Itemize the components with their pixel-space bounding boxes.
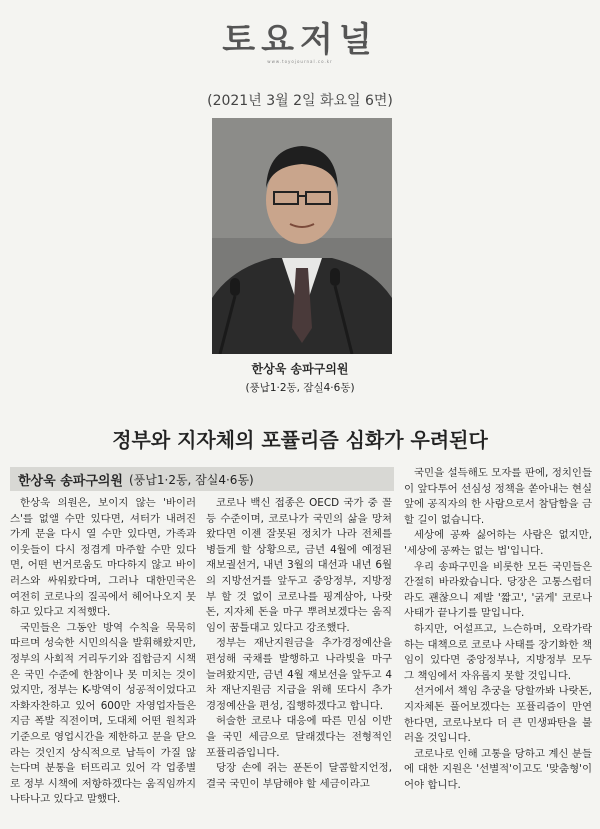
paragraph: 한상욱 의원은, 보이지 않는 '바이러스'를 없앨 수만 있다면, 셔터가 내려진 가게 문을 다시 열 수만 있다면, 가족과 이웃들이 다시 정겹게 마주할 수만 있다면, 어떤 번거로움도 마다하지 않고 바이러스와 싸워왔다며, 그러나 대한민국은 여전히 코로나의 질곡에서 헤어나오지 못하고 있다고 지적했다. xyxy=(10,497,196,619)
paragraph: 국민을 설득해도 모자를 판에, 정치인들이 앞다투어 선심성 정책을 쏟아내는 현실 앞에 공직자의 한 사람으로서 참담함을 금할 길이 없습니다. xyxy=(404,467,592,526)
portrait-photo xyxy=(212,118,392,354)
paragraph: 국민들은 그동안 방역 수칙을 묵묵히 따르며 성숙한 시민의식을 발휘해왔지만, 정부의 사회적 거리두기와 집합금지 시책은 국민 수준에 한참이나 못 미치는 것이었지만, 정부는 K-방역이 성공적이었다고 자화자찬하고 있어 600만 자영업자들은 지금 폭발 직전이며, 도대체 어떤 원칙과 기준으로 영업시간을 제한하고 문을 닫으라는 것인지 상식적으로 납득이 가질 않는다며 분통을 터뜨리고 있어 각 업종별로 정부 시책에 저항하겠다는 움직임까지 나타나고 있다고 말했다. xyxy=(10,621,196,806)
paragraph: 선거에서 책임 추궁을 당할까봐 나랏돈, 지자체돈 풀어보겠다는 포퓰리즘이 만연한다면, 코로나보다 더 큰 민생파탄을 불러올 것입니다. xyxy=(404,685,592,745)
paragraph: 코로나 백신 접종은 OECD 국가 중 꼴등 수준이며, 코로나가 국민의 삶을 망쳐왔다면 이젠 잘못된 정치가 나라 전체를 병들게 할 상황으로, 금년 4월에 예정된 재보궐선거, 내년 3월의 대선과 내년 6월의 지방선거를 앞두고 중앙정부, 지방정부 할 것 없이 코로나를 핑계삼아, 나랏돈, 지자체 돈을 마구 뿌려보겠다는 움직임이 꿈틀대고 있다고 강조했다. xyxy=(206,497,392,634)
byline-district: (풍납1·2동, 잠실4·6동) xyxy=(129,472,254,487)
article-column-1 xyxy=(10,496,196,808)
article-headline: 정부와 지자체의 포퓰리즘 심화가 우려된다 xyxy=(112,428,488,452)
caption-district: (풍납1·2동, 잠실4·6동) xyxy=(245,382,355,394)
paragraph: 정부는 재난지원금을 추가경정예산을 편성해 국채를 발행하고 나라빚을 마구 늘려왔지만, 금년 4월 재보선을 앞두고 4차 재난지원금 지급을 위해 또다시 추가경정예산을 편성, 집행하겠다고 합니다. xyxy=(206,637,392,712)
article-column-2 xyxy=(206,496,392,792)
portrait-photo-icon xyxy=(212,118,392,354)
paragraph: 우리 송파구민을 비롯한 모든 국민들은 간절히 바라왔습니다. 당장은 고통스럽더라도 괜찮으니 제발 '짧고', '굵게' 코로나 사태가 끝나기를 말입니다. xyxy=(404,560,592,620)
paragraph: 세상에 공짜 싫어하는 사람은 없지만, '세상에 공짜는 없는 법'입니다. xyxy=(404,529,592,557)
newspaper-logo: 토요저널 xyxy=(222,20,378,60)
paragraph: 코로나로 인해 고통을 당하고 계신 분들에 대한 지원은 '선별적'이고도 '맞춤형'이어야 합니다. xyxy=(404,747,592,791)
caption-name: 한상욱 송파구의원 xyxy=(251,362,349,376)
dateline: (2021년 3월 2일 화요일 6면) xyxy=(207,93,393,109)
logo-tagline: www.toyojournal.co.kr xyxy=(267,59,333,64)
byline-name: 한상욱 송파구의원 xyxy=(18,473,123,489)
paragraph: 당장 손에 쥐는 푼돈이 달콤할지언정, 결국 국민이 부담해야 할 세금이라고 xyxy=(206,762,392,790)
byline-bar xyxy=(10,467,394,491)
masthead xyxy=(0,12,600,64)
article-column-3 xyxy=(404,466,592,793)
paragraph: 허술한 코로나 대응에 따른 민심 이반을 국민 세금으로 달래겠다는 전형적인 포퓰리즘입니다. xyxy=(206,715,392,759)
paragraph: 하지만, 어설프고, 느슨하며, 오락가락하는 대책으로 코로나 사태를 장기화한 책임이 있다면 중앙정부나, 지방정부 모두 그 책임에서 자유롭지 못할 것입니다. xyxy=(404,622,592,682)
photo-caption xyxy=(0,360,600,395)
